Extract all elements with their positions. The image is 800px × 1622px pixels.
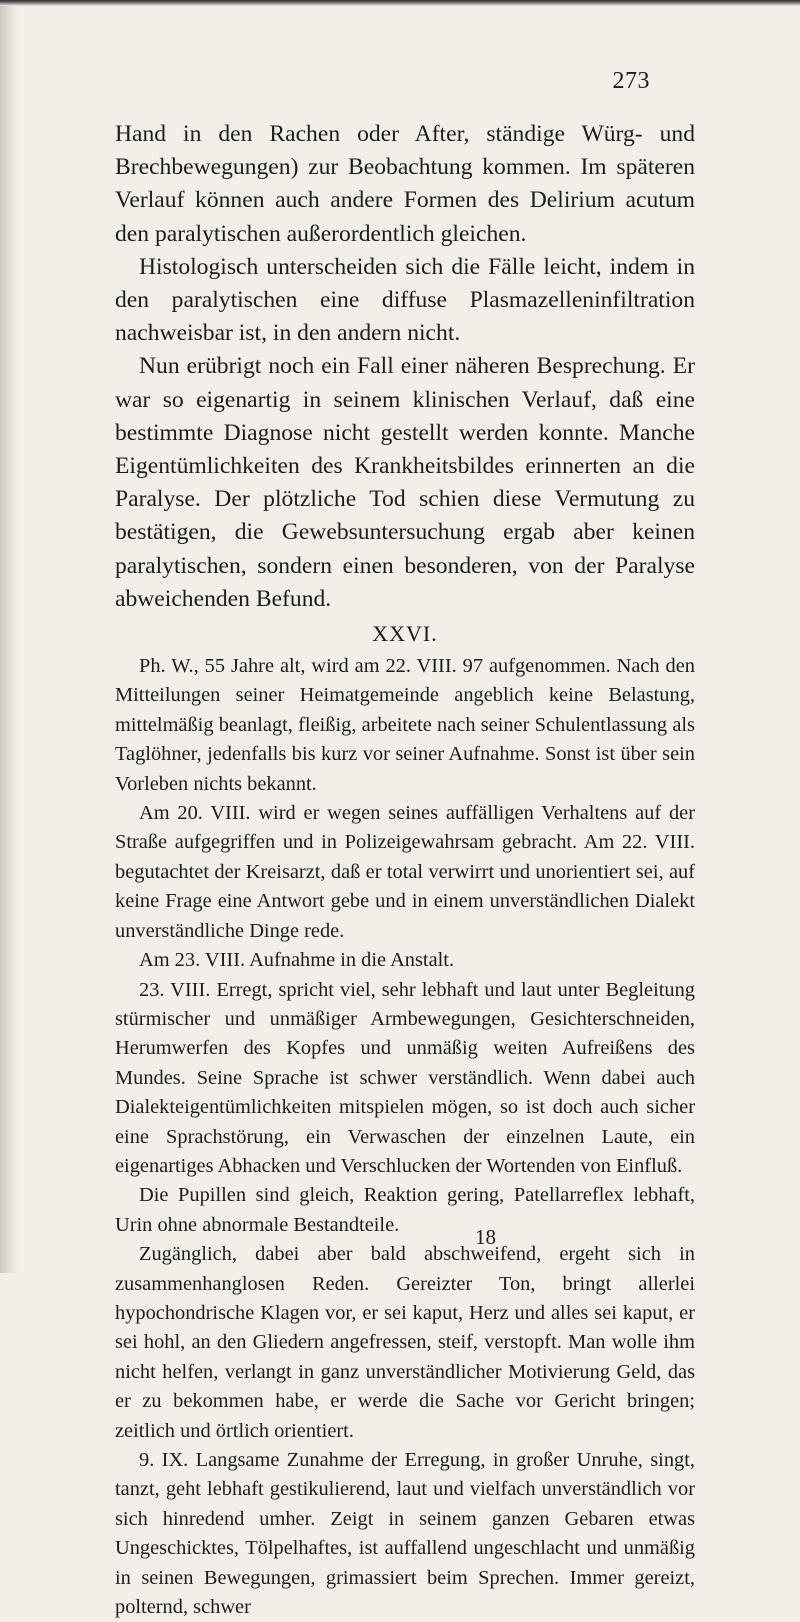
paragraph: Histologisch unterscheiden sich die Fälle leicht, indem in den paralytischen eine diffuse Plasmazelleninfiltration nachweisbar ist, in den andern nicht.: [115, 253, 695, 347]
case-paragraph: Die Pupillen sind gleich, Reaktion gering, Patellarreflex lebhaft, Urin ohne abnormale Bestandteile.: [115, 1184, 695, 1236]
signature-mark: 18: [475, 1225, 496, 1249]
case-paragraph: Zugänglich, dabei aber bald abschweifend, ergeht sich in zusammenhanglosen Reden. Gereizter Ton, bringt allerlei hypochondrische Klagen vor, er sei kaput, Herz und alles sei kaput, er sei hohl, an den Gliedern angefressen, steif, verstopft. Man wolle ihm nicht helfen, verlangt in ganz unverständlicher Motivierung Geld, das er zu bekommen habe, er werde die Sache vor Gericht bringen; zeitlich und örtlich orientiert.: [115, 1243, 695, 1442]
case-paragraph: Am 23. VIII. Aufnahme in die Anstalt.: [139, 949, 455, 972]
case-paragraph: Am 20. VIII. wird er wegen seines auffälligen Verhaltens auf der Straße aufgegriffen und in Polizeigewahrsam gebracht. Am 22. VIII. begutachtet der Kreisarzt, daß er total verwirrt und unorientiert sei, auf keine Frage eine Antwort gebe und in einem unverständlichen Dialekt unverständliche Dinge rede.: [115, 802, 695, 942]
main-text: [115, 118, 695, 616]
paragraph: Nun erübrigt noch ein Fall einer näheren Besprechung. Er war so eigenartig in seinem klinischen Verlauf, daß eine bestimmte Diagnose nicht gestellt werden konnte. Manche Eigentümlichkeiten des Krankheitsbildes erinnerten an die Paralyse. Der plötzliche Tod schien diese Vermutung zu bestätigen, die Gewebsuntersuchung ergab aber keinen paralytischen, sondern einen besonderen, von der Paralyse abweichenden Befund.: [115, 353, 695, 612]
paragraph: Hand in den Rachen oder After, ständige Würg- und Brechbewegungen) zur Beobachtung kommen. Im späteren Verlauf können auch andere Formen des Delirium acutum den paralytischen außerordentlich gleichen.: [115, 121, 695, 247]
case-heading: XXVI.: [372, 621, 438, 647]
case-paragraph: 23. VIII. Erregt, spricht viel, sehr lebhaft und laut unter Begleitung stürmischer und unmäßiger Armbewegungen, Gesichterschneiden, Herumwerfen des Kopfes und unmäßig weiten Aufreißens des Mundes. Seine Sprache ist schwer verständlich. Wenn dabei auch Dialekteigentümlichkeiten mitspielen mögen, so ist doch auch sicher eine Sprachstörung, ein Verwaschen der einzelnen Laute, ein eigenartiges Abhacken und Verschlucken der Wortenden von Einfluß.: [115, 978, 695, 1177]
page-body: [115, 118, 695, 1622]
page-binding-edge: [0, 0, 18, 1273]
case-paragraph: Ph. W., 55 Jahre alt, wird am 22. VIII. 97 aufgenommen. Nach den Mitteilungen seiner Heimatgemeinde angeblich keine Belastung, mittelmäßig beanlagt, fleißig, arbeitete nach seiner Schulentlassung als Taglöhner, jedenfalls bis kurz vor seiner Aufnahme. Sonst ist über sein Vorleben nichts bekannt.: [115, 655, 695, 795]
case-paragraph: 9. IX. Langsame Zunahme der Erregung, in großer Unruhe, singt, tanzt, geht lebhaft gestikulierend, laut und vielfach unverständlich vor sich hinredend umher. Zeigt in seinem ganzen Gebaren etwas Ungeschicktes, Tölpelhaftes, ist auffallend ungeschlacht und unmäßig in seinen Bewegungen, grimassiert beim Sprechen. Immer gereizt, polternd, schwer: [115, 1449, 695, 1619]
page-number: 273: [612, 68, 650, 94]
case-report: [115, 652, 695, 1622]
scan-top-border: [0, 0, 800, 6]
